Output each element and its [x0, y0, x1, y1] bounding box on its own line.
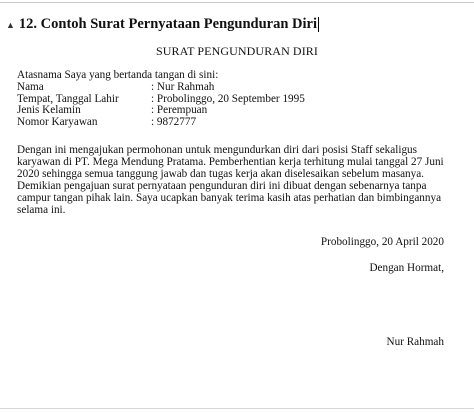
bottom-divider: [0, 408, 474, 409]
field-value: : Perempuan: [151, 104, 208, 116]
field-value: : Nur Rahmah: [151, 81, 215, 93]
identity-fields: [17, 82, 305, 128]
letter-body: Dengan ini mengajukan permohonan untuk mengundurkan diri dari posisi Staff sekaligus karyawan di PT. Mega Mendung Pratama. Pemberhentian kerja terhitung mulai tanggal 27 Juni 2020 sehingga semua tanggung jawab dan tugas kerja akan diselesaikan sebelum masanya. Demikian pengajuan surat pernyataan pengunduran diri ini dibuat dengan sebenarnya tanpa campur tangan pihak lain. Saya ucapkan banyak terima kasih atas perhatian dan bimbingannya selama ini.: [17, 144, 444, 216]
signer-name: Nur Rahmah: [386, 336, 444, 348]
list-bullet-icon: ▲: [6, 19, 15, 30]
field-label: Jenis Kelamin: [17, 104, 81, 116]
field-row-employee-number: [17, 117, 305, 129]
heading-text: 12. Contoh Surat Pernyataan Pengunduran Diri: [18, 16, 318, 32]
field-row-gender: [17, 105, 305, 117]
field-row-nama: [17, 82, 305, 94]
text-cursor: [318, 17, 319, 32]
letter-title: SURAT PENGUNDURAN DIRI: [156, 44, 318, 58]
closing-salutation: Dengan Hormat,: [369, 262, 444, 274]
field-label: Tempat, Tanggal Lahir: [17, 92, 119, 105]
field-label: Nama: [17, 81, 44, 93]
section-heading: [6, 16, 319, 33]
field-value: : Probolinggo, 20 September 1995: [151, 92, 305, 105]
place-date: Probolinggo, 20 April 2020: [320, 236, 444, 248]
top-divider: [0, 2, 474, 3]
letter-intro: Atasnama Saya yang bertanda tangan di sini:: [17, 69, 219, 81]
field-label: Nomor Karyawan: [17, 115, 98, 128]
field-value: : 9872777: [151, 115, 197, 128]
